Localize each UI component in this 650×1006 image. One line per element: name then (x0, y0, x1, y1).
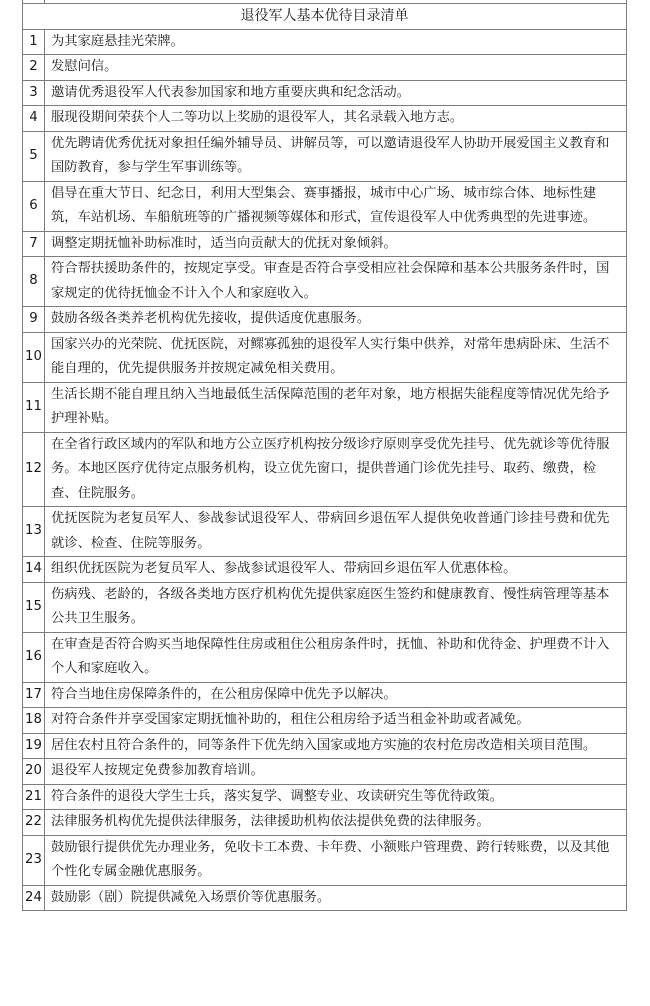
item-number: 24 (23, 885, 45, 911)
item-number: 19 (23, 733, 45, 759)
item-number: 11 (23, 382, 45, 432)
table-row (23, 835, 627, 885)
table-row (23, 632, 627, 682)
item-number: 17 (23, 682, 45, 708)
benefits-table (22, 0, 627, 911)
item-number: 14 (23, 557, 45, 583)
table-row (23, 784, 627, 810)
item-text: 服现役期间荣获个人二等功以上奖励的退役军人，其名录载入地方志。 (45, 106, 627, 132)
item-number: 21 (23, 784, 45, 810)
item-text: 为其家庭悬挂光荣牌。 (45, 29, 627, 55)
item-text: 发慰问信。 (45, 55, 627, 81)
item-number: 16 (23, 632, 45, 682)
item-text: 鼓励银行提供优先办理业务，免收卡工本费、卡年费、小额账户管理费、跨行转账费，以及其他个性化专属金融优惠服务。 (45, 835, 627, 885)
item-text: 在审查是否符合购买当地保障性住房或租住公租房条件时，抚恤、补助和优待金、护理费不计入个人和家庭收入。 (45, 632, 627, 682)
table-row (23, 332, 627, 382)
table-row (23, 557, 627, 583)
item-number: 8 (23, 257, 45, 307)
table-row (23, 810, 627, 836)
item-text: 优抚医院为老复员军人、参战参试退役军人、带病回乡退伍军人提供免收普通门诊挂号费和优先就诊、检查、住院等服务。 (45, 507, 627, 557)
table-title-row (23, 4, 627, 30)
item-text: 对符合条件并享受国家定期抚恤补助的，租住公租房给予适当租金补助或者减免。 (45, 708, 627, 734)
item-text: 在全省行政区域内的军队和地方公立医疗机构按分级诊疗原则享受优先挂号、优先就诊等优待服务。本地区医疗优待定点服务机构，设立优先窗口，提供普通门诊优先挂号、取药、缴费，检查、住院服务。 (45, 432, 627, 507)
table-row (23, 682, 627, 708)
table-row (23, 432, 627, 507)
item-text: 伤病残、老龄的，各级各类地方医疗机构优先提供家庭医生签约和健康教育、慢性病管理等基本公共卫生服务。 (45, 582, 627, 632)
item-text: 调整定期抚恤补助标准时，适当向贡献大的优抚对象倾斜。 (45, 231, 627, 257)
table-row (23, 382, 627, 432)
item-number: 2 (23, 55, 45, 81)
item-text: 符合当地住房保障条件的，在公租房保障中优先予以解决。 (45, 682, 627, 708)
table-row (23, 55, 627, 81)
table-row (23, 181, 627, 231)
item-number: 10 (23, 332, 45, 382)
item-text: 邀请优秀退役军人代表参加国家和地方重要庆典和纪念活动。 (45, 80, 627, 106)
table-row (23, 257, 627, 307)
item-number: 23 (23, 835, 45, 885)
table-row (23, 885, 627, 911)
item-number: 9 (23, 307, 45, 333)
table-row (23, 131, 627, 181)
item-text: 倡导在重大节日、纪念日，利用大型集会、赛事播报，城市中心广场、城市综合体、地标性建筑，车站机场、车船航班等的广播视频等媒体和形式，宣传退役军人中优秀典型的先进事迹。 (45, 181, 627, 231)
table-row (23, 708, 627, 734)
item-text: 鼓励各级各类养老机构优先接收，提供适度优惠服务。 (45, 307, 627, 333)
item-number: 18 (23, 708, 45, 734)
item-number: 3 (23, 80, 45, 106)
item-text: 退役军人按规定免费参加教育培训。 (45, 759, 627, 785)
item-number: 22 (23, 810, 45, 836)
table-row (23, 106, 627, 132)
item-number: 5 (23, 131, 45, 181)
item-text: 组织优抚医院为老复员军人、参战参试退役军人、带病回乡退伍军人优惠体检。 (45, 557, 627, 583)
item-text: 鼓励影（剧）院提供减免入场票价等优惠服务。 (45, 885, 627, 911)
item-number: 20 (23, 759, 45, 785)
table-row (23, 733, 627, 759)
item-text: 符合条件的退役大学生士兵，落实复学、调整专业、攻读研究生等优待政策。 (45, 784, 627, 810)
item-text: 法律服务机构优先提供法律服务，法律援助机构依法提供免费的法律服务。 (45, 810, 627, 836)
table-row (23, 80, 627, 106)
item-text: 国家兴办的光荣院、优抚医院，对鳏寡孤独的退役军人实行集中供养，对常年患病卧床、生活不能自理的，优先提供服务并按规定减免相关费用。 (45, 332, 627, 382)
item-number: 7 (23, 231, 45, 257)
item-text: 生活长期不能自理且纳入当地最低生活保障范围的老年对象，地方根据失能程度等情况优先给予护理补贴。 (45, 382, 627, 432)
table-row (23, 231, 627, 257)
table-row (23, 29, 627, 55)
item-number: 6 (23, 181, 45, 231)
item-number: 12 (23, 432, 45, 507)
item-number: 13 (23, 507, 45, 557)
table-row (23, 307, 627, 333)
table-title: 退役军人基本优待目录清单 (23, 4, 627, 30)
table-row (23, 759, 627, 785)
item-text: 符合帮扶援助条件的，按规定享受。审查是否符合享受相应社会保障和基本公共服务条件时，国家规定的优待抚恤金不计入个人和家庭收入。 (45, 257, 627, 307)
item-text: 优先聘请优秀优抚对象担任编外辅导员、讲解员等，可以邀请退役军人协助开展爱国主义教育和国防教育，参与学生军事训练等。 (45, 131, 627, 181)
benefits-table-body (23, 0, 627, 911)
item-text: 居住农村且符合条件的，同等条件下优先纳入国家或地方实施的农村危房改造相关项目范围。 (45, 733, 627, 759)
item-number: 1 (23, 29, 45, 55)
table-row (23, 507, 627, 557)
item-number: 15 (23, 582, 45, 632)
item-number: 4 (23, 106, 45, 132)
table-row (23, 582, 627, 632)
